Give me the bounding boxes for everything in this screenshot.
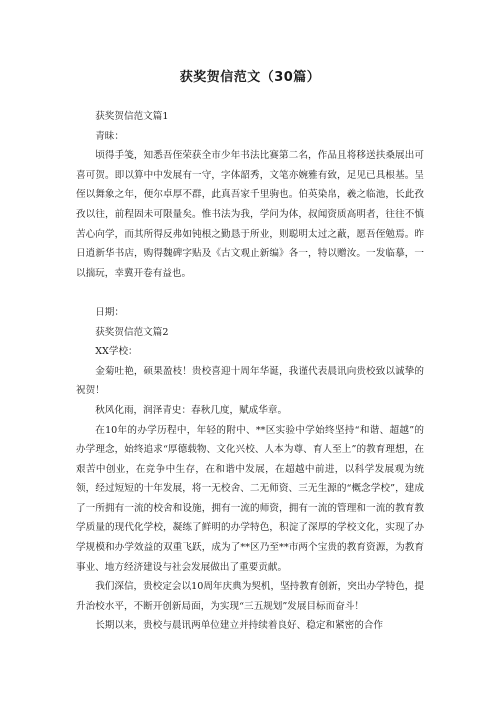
paragraph-gap <box>76 283 424 303</box>
paragraph: XX学校： <box>95 346 138 358</box>
paragraph: 青昧： <box>95 130 124 142</box>
paragraph: 获奖贺信范文篇1 <box>95 111 169 122</box>
document-title: 获奖贺信范文（30篇） <box>179 70 321 85</box>
paragraph: 金菊吐艳，硕果盈枝！贵校喜迎十周年华诞，我谨代表晨讯向贵校致以诚挚的祝贺！ <box>76 365 424 397</box>
paragraph: 顷得手笺，知悉吾侄荣获全市少年书法比赛第二名，作品且将移送扶桑展出可喜可贺。即以算中中发展有一守，字体韶秀，文笔亦婉雅有致，足见已具根基。呈侄以舞象之年，便尔卓厚不群，此真吾家千里驹也。伯英染帛，羲之临池，长此孜孜以往，前程固未可限量矣。惟书法为我，学问为体，叔闻资质高明者，往往不慎苦心向学，而其所得反弗如钝根之勤恳于所业，则聪明太过之蔽，愿吾侄勉焉。昨日逍新华书店，购得魏碑字贴及《古文观止新编》各一，特以赠汝。一发临摹，一以揣玩，幸冀开卷有益也。 <box>76 150 424 279</box>
paragraph: 秋风化雨，润泽青史：春秋几度，赋成华章。 <box>95 404 288 416</box>
paragraph: 长期以来，贵校与晨讯两单位建立并持续着良好、稳定和紧密的合作 <box>95 620 383 632</box>
paragraph: 日期： <box>95 306 124 318</box>
paragraph: 我们深信，贵校定会以10周年庆典为契机，坚持教育创新，突出办学特色，提升治校水平，不断开创新局面，为实现“三五规划”发展目标而奋斗！ <box>76 581 424 612</box>
document-body <box>76 107 424 636</box>
paragraph: 获奖贺信范文篇2 <box>95 326 169 338</box>
paragraph: 在10年的办学历程中，年轻的附中、**区实验中学始终坚持“和谐、超越”的办学理念，始终追求“厚德载物、文化兴校、人本为尊、育人至上”的教育理想，在艰苦中创业，在竞争中生存，在和谐中发展，在超越中前进，以科学发展观为统领，经过短短的十年发展，将一无校舍、二无师资、三无生源的“概念学校”，建成了一所拥有一流的校舍和设施，拥有一流的师资，拥有一流的管理和一流的教育教学质量的现代化学校，凝练了鲜明的办学特色，积淀了深厚的学校文化，实现了办学规模和办学效益的双重飞跃，成为了**区乃至**市两个宝贵的教育资源，为教育事业、地方经济建设与社会发展做出了重要贡献。 <box>76 424 424 573</box>
